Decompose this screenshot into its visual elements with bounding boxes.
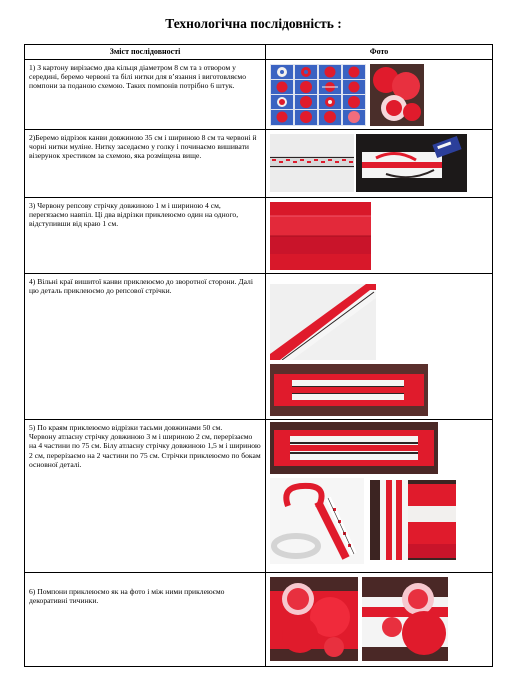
step-text-cell — [25, 573, 266, 667]
header-content: Зміст послідовності — [25, 45, 266, 60]
pompon-scheme-photo — [270, 64, 366, 126]
pompon-photo — [370, 64, 424, 126]
page-title: Технологічна послідовність : — [165, 16, 342, 31]
table-row — [25, 130, 493, 198]
table-row — [25, 60, 493, 130]
step-text-cell — [25, 130, 266, 198]
table-row — [25, 420, 493, 573]
step-photo-cell — [266, 198, 493, 274]
step-text-cell — [25, 420, 266, 573]
finished-pompons-photo-2 — [362, 577, 448, 661]
step-5-line-2: Червону атласну стрічку довжиною 3 м і шириною 2 см, перерізаємо на 4 частини по 75 см. Білу атласну стрічку довжиною 1,5 м і шириною 2 см, перерізаємо на 2 частини по 75 см. Стрічки приклеюємо по бокам основної деталі. — [29, 432, 261, 469]
step-text-cell — [25, 60, 266, 130]
embroidered-strip-photo — [270, 284, 376, 360]
sequence-table — [24, 44, 493, 667]
step-4-text: 4) Вільні краї вишитої канви приклеюємо до зворотної сторони. Далі цю деталь приклеюємо до репсової стрічки. — [29, 277, 253, 296]
table-row — [25, 573, 493, 667]
step-5-text — [25, 420, 265, 469]
step-2-text: 2)Беремо відрізок канви довжиною 35 см і шириною 8 см та червоні й чорні нитки муліне. Нитку заседаємо у голку і починаємо вишивати візерунок хрестиком за схемою, яка розміщена вище. — [29, 133, 257, 161]
canvas-pattern-photo — [270, 134, 354, 192]
step-5-line-1: 5) По краям приклеюємо відрізки тасьми довжинами 50 см. — [29, 423, 223, 432]
ribbons-rolls-photo — [270, 478, 364, 564]
header-photo: Фото — [266, 45, 493, 60]
trim-attached-photo — [270, 422, 438, 474]
table-header-row — [25, 45, 493, 60]
step-photo-cell — [266, 60, 493, 130]
step-text-cell — [25, 274, 266, 420]
step-photo-cell — [266, 420, 493, 573]
step-text-cell — [25, 198, 266, 274]
step-photo-cell — [266, 130, 493, 198]
step-3-text: 3) Червону репсову стрічку довжиною 1 м і шириною 4 см, перегязаємо навпіл. Ці два відрізки приклеюємо один на одного, відступивши від краю 1 см. — [29, 201, 239, 229]
step-photo-cell — [266, 274, 493, 420]
ribbons-attached-photo — [370, 480, 456, 560]
table-row — [25, 274, 493, 420]
step-6-text: 6) Помпони приклеюємо як на фото і між ними приклеюємо декоративні тичинки. — [29, 587, 225, 606]
step-photo-cell — [266, 573, 493, 667]
embroidery-threads-photo — [356, 134, 467, 192]
finished-pompons-photo-1 — [270, 577, 358, 661]
red-ribbon-photo — [270, 202, 371, 270]
step-1-text: 1) З картону вирізаємо два кільця діаметром 8 см та з отвором у середині, беремо червоні та білі нитки для в’язання і виготовляємо помпони за поданою схемою. Таких помпонів потрібно 6 штук. — [29, 63, 247, 91]
table-row — [25, 198, 493, 274]
strip-on-ribbon-photo — [270, 364, 428, 416]
